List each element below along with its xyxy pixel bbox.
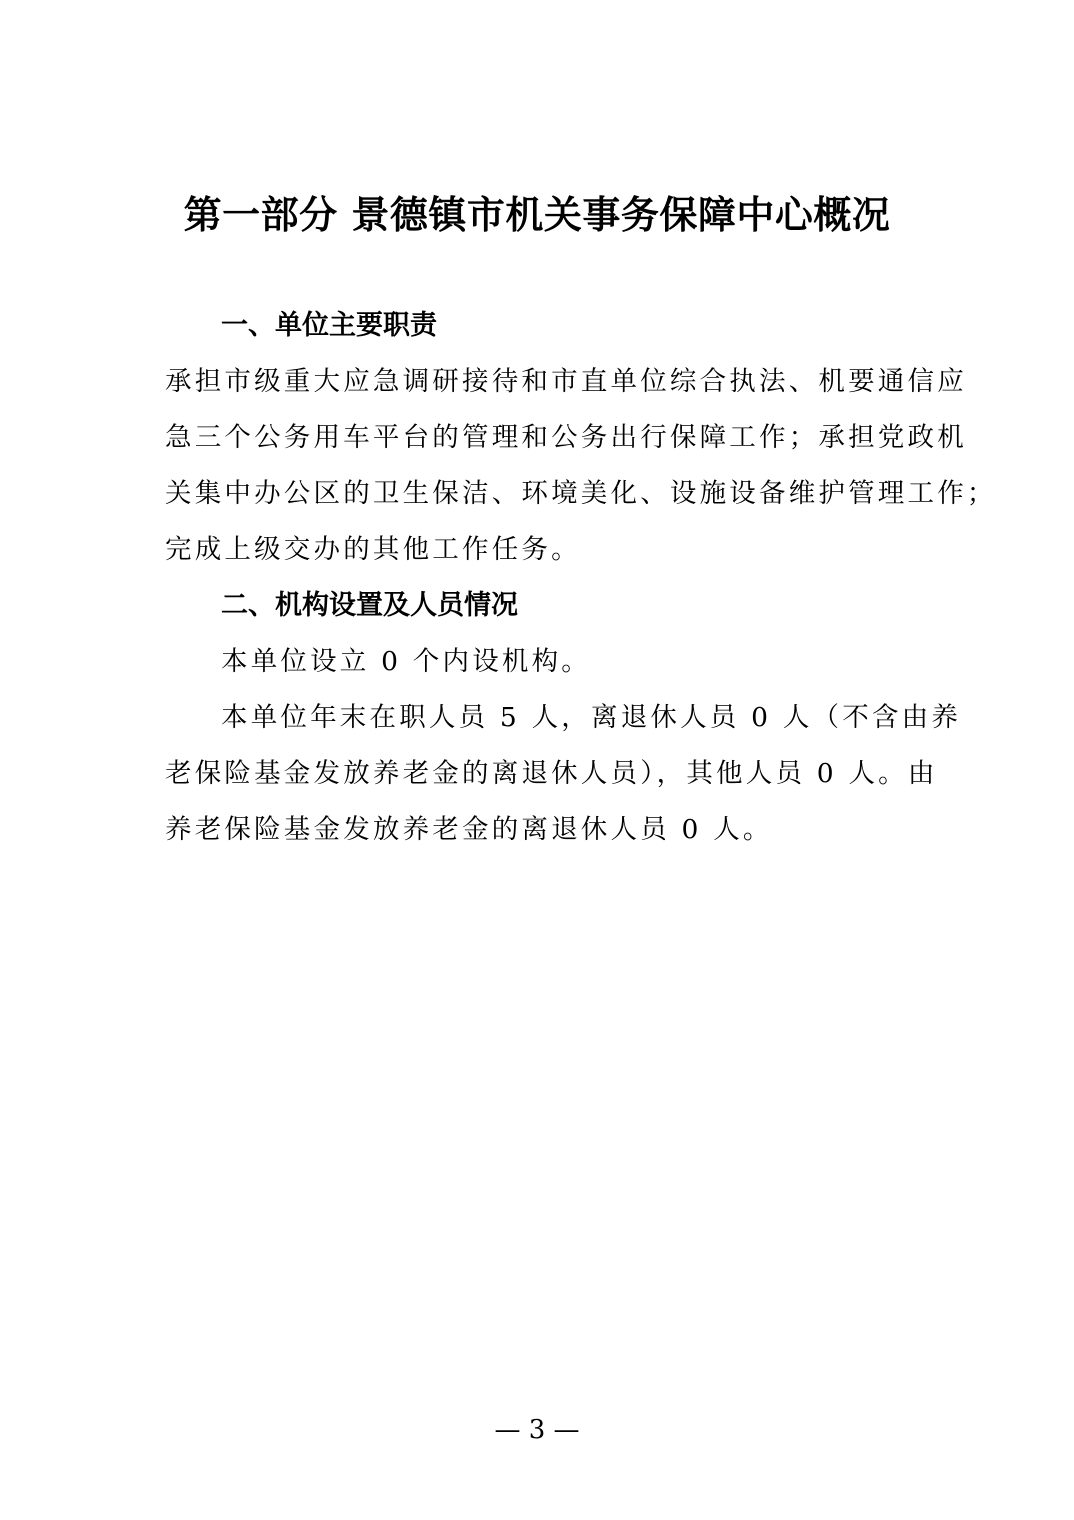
organization-paragraph: 本单位设立 0 个内设机构。: [221, 646, 592, 677]
duties-line-3: 关集中办公区的卫生保洁、环境美化、设施设备维护管理工作；: [165, 478, 997, 509]
duties-line-1: 承担市级重大应急调研接待和市直单位综合执法、机要通信应: [165, 366, 967, 397]
section-heading-organization: 二、机构设置及人员情况: [221, 590, 518, 621]
staff-line-3: 养老保险基金发放养老金的离退休人员 0 人。: [165, 814, 773, 845]
page-number: — 3 —: [494, 1415, 580, 1445]
staff-line-2: 老保险基金发放养老金的离退休人员），其他人员 0 人。由: [165, 758, 938, 789]
duties-line-2: 急三个公务用车平台的管理和公务出行保障工作；承担党政机: [165, 422, 967, 453]
page-title: 第一部分 景德镇市机关事务保障中心概况: [183, 193, 891, 237]
section-heading-duties: 一、单位主要职责: [221, 310, 437, 341]
duties-line-4: 完成上级交办的其他工作任务。: [165, 534, 581, 565]
staff-line-1: 本单位年末在职人员 5 人，离退休人员 0 人（不含由养: [221, 702, 962, 733]
